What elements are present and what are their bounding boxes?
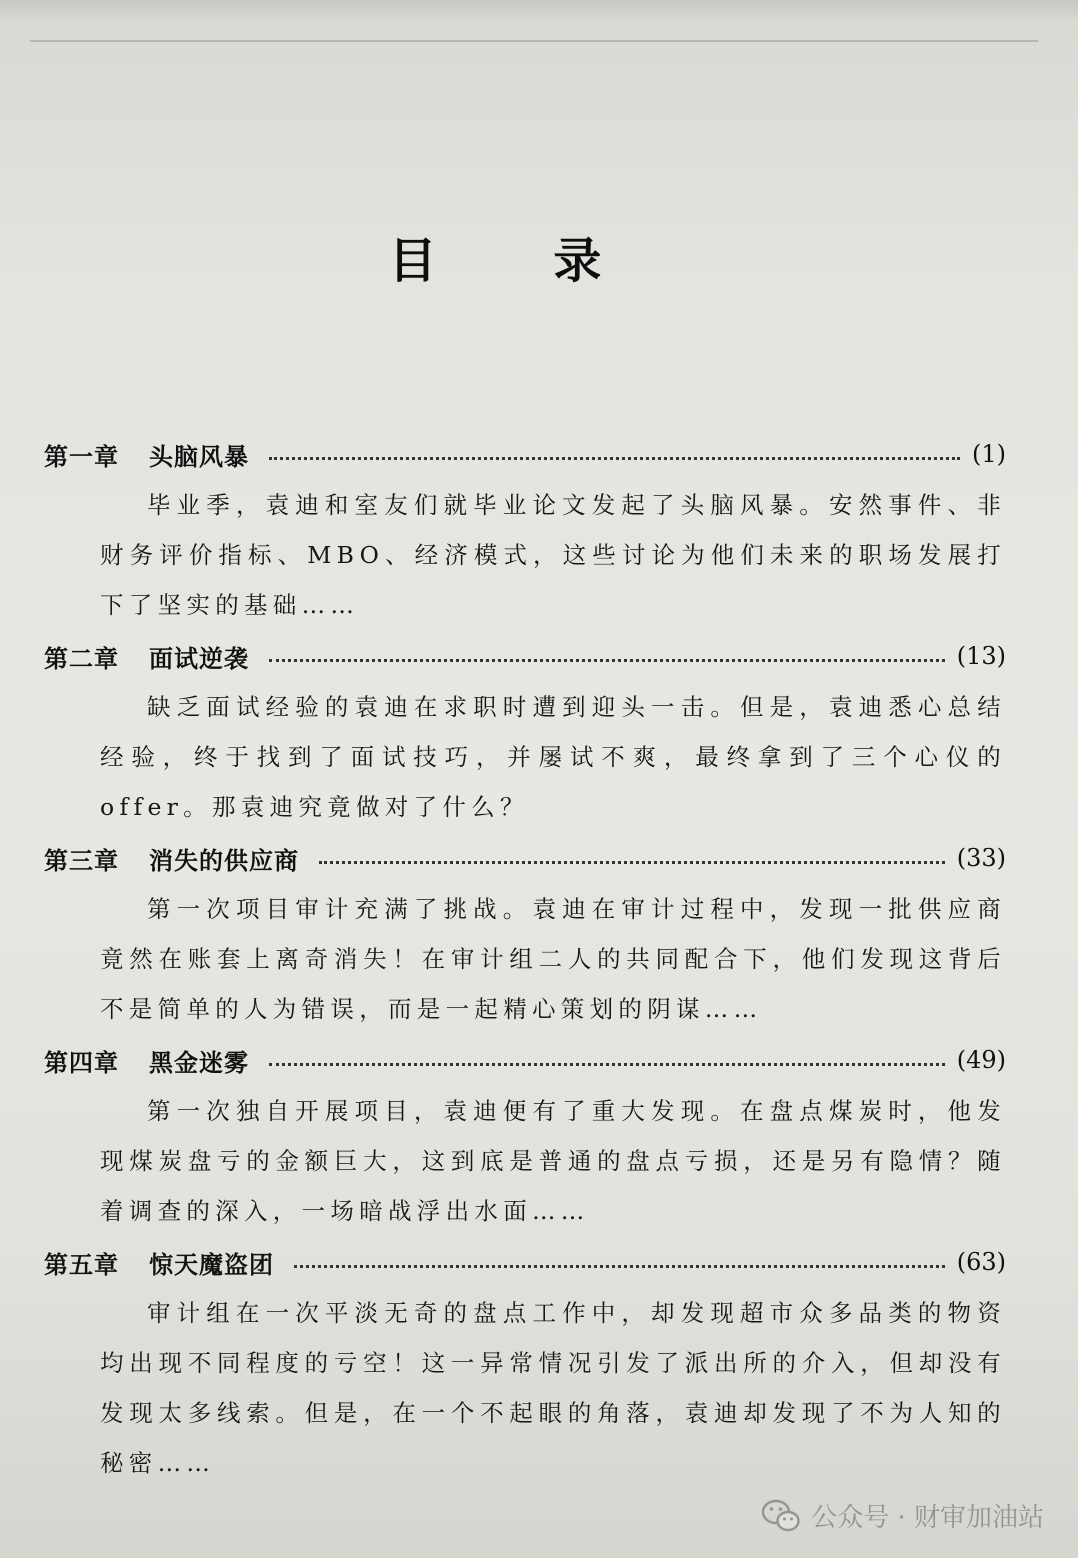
chapter-summary: 第一次项目审计充满了挑战。袁迪在审计过程中，发现一批供应商竟然在账套上离奇消失！在审计组二人的共同配合下，他们发现这背后不是简单的人为错误，而是一起精心策划的阴谋…… (100, 895, 1006, 1023)
chapter-number: 第二章 (44, 644, 119, 673)
chapter-heading (44, 1034, 1006, 1086)
page-number: (33) (956, 844, 1006, 872)
chapter-number: 第四章 (44, 1048, 119, 1077)
chapter-summary: 第一次独自开展项目，袁迪便有了重大发现。在盘点煤炭时，他发现煤炭盘亏的金额巨大，这到底是普通的盘点亏损，还是另有隐情？随着调查的深入，一场暗战浮出水面…… (100, 1097, 1006, 1225)
chapter-heading (44, 832, 1006, 884)
header-rule (30, 40, 1038, 42)
dot-leader (269, 659, 945, 662)
dot-leader (294, 1265, 945, 1268)
page-number: (1) (972, 440, 1006, 468)
toc-entry-chapter-1 (44, 428, 1006, 630)
page-title: 目 录 (388, 233, 652, 289)
chapter-number: 第一章 (44, 442, 119, 471)
chapter-title: 惊天魔盗团 (149, 1250, 274, 1279)
dot-leader (319, 861, 945, 864)
dot-leader (269, 457, 960, 460)
watermark (761, 1497, 1044, 1534)
toc-entry-chapter-4 (44, 1034, 1006, 1236)
chapter-title: 黑金迷雾 (149, 1048, 249, 1077)
chapter-summary: 缺乏面试经验的袁迪在求职时遭到迎头一击。但是，袁迪悉心总结经验，终于找到了面试技巧，并屡试不爽，最终拿到了三个心仪的offer。那袁迪究竟做对了什么？ (100, 693, 1006, 821)
table-of-contents (44, 428, 1006, 1488)
toc-entry-chapter-5 (44, 1236, 1006, 1488)
page-number: (63) (956, 1248, 1006, 1276)
watermark-text: 公众号 · 财审加油站 (811, 1503, 1044, 1533)
chapter-heading (44, 428, 1006, 480)
chapter-heading (44, 630, 1006, 682)
page-number: (13) (956, 642, 1006, 670)
toc-entry-chapter-2 (44, 630, 1006, 832)
page-number: (49) (956, 1046, 1006, 1074)
chapter-summary: 毕业季，袁迪和室友们就毕业论文发起了头脑风暴。安然事件、非财务评价指标、MBO、经济模式，这些讨论为他们未来的职场发展打下了坚实的基础…… (100, 491, 1006, 619)
page-top-edge (0, 0, 1078, 22)
chapter-number: 第五章 (44, 1250, 119, 1279)
chapter-title: 消失的供应商 (149, 846, 299, 875)
wechat-icon (761, 1498, 801, 1534)
chapter-number: 第三章 (44, 846, 119, 875)
chapter-summary: 审计组在一次平淡无奇的盘点工作中，却发现超市众多品类的物资均出现不同程度的亏空！这一异常情况引发了派出所的介入，但却没有发现太多线索。但是，在一个不起眼的角落，袁迪却发现了不为人知的秘密…… (100, 1299, 1006, 1477)
chapter-heading (44, 1236, 1006, 1288)
dot-leader (269, 1063, 945, 1066)
chapter-title: 头脑风暴 (149, 442, 249, 471)
toc-entry-chapter-3 (44, 832, 1006, 1034)
chapter-title: 面试逆袭 (149, 644, 249, 673)
